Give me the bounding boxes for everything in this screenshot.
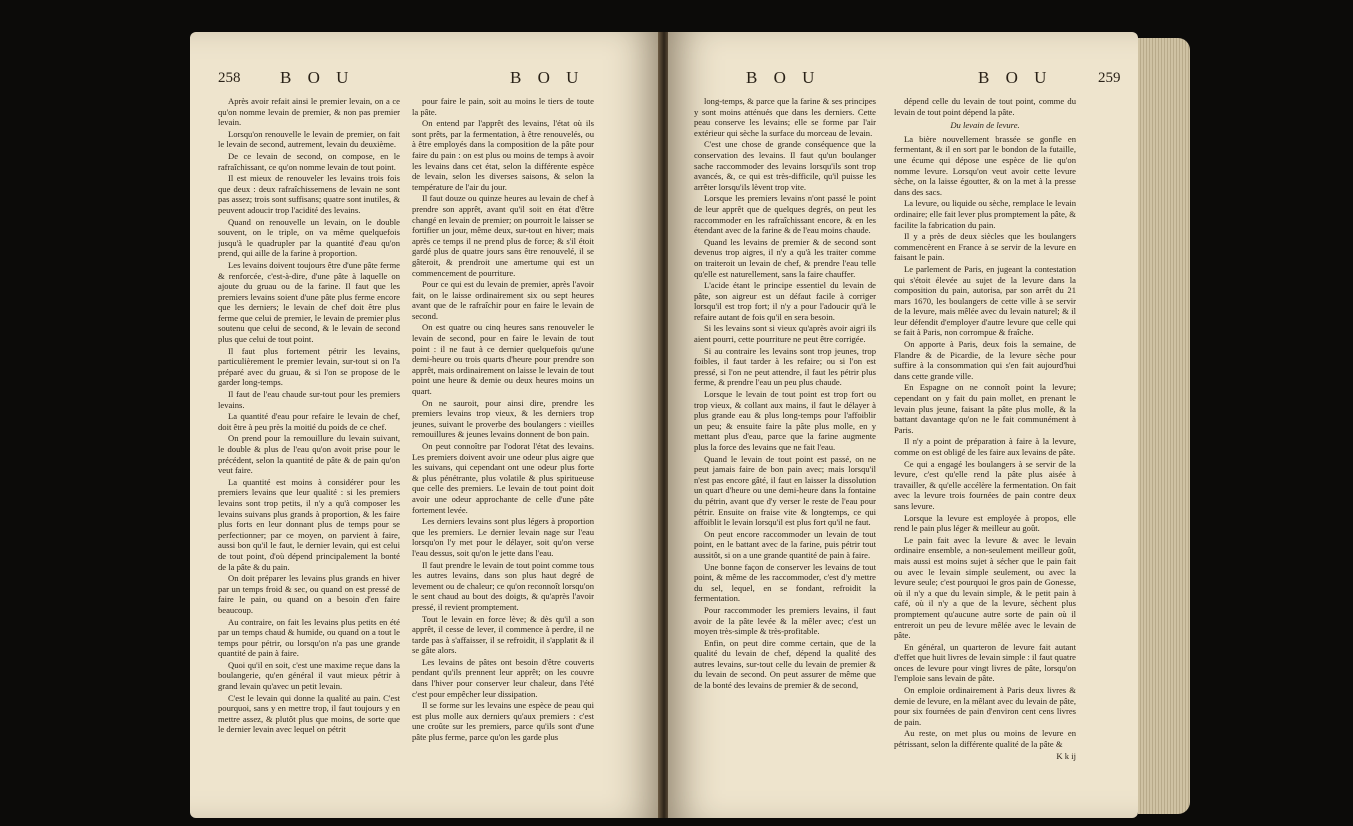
paragraph: Quand les levains de premier & de second sont devenus trop aigres, il n'y a qu'à les traiter comme on traiteroit un levain de chef, & prendre l'eau telle qu'elle est naturellement, sans la faire chauffer. [694,236,876,279]
paragraph: Après avoir refait ainsi le premier levain, on a ce qu'on nomme levain de premier, & non pas premier levain. [218,96,400,128]
paragraph: Il faut plus fortement pétrir les levains, particulièrement le premier levain, sur-tout si on l'a préparé avec du gruau, & si l'on se propose de le garder long-temps. [218,345,400,388]
paragraph: Lorsque la levure est employée à propos, elle rend le pain plus léger & meilleur au goût. [894,512,1076,534]
paragraph: Il faut de l'eau chaude sur-tout pour les premiers levains. [218,389,400,410]
paragraph: Il y a près de deux siècles que les boulangers commencèrent en France à se servir de la levure en faisant le pain. [894,231,1076,263]
paragraph: Lorsque le levain de tout point est trop fort ou trop vieux, & collant aux mains, il faut le délayer à plus grande eau & plus long-temps pour l'affoiblir un peu; & ensuite faire la pâte plus molle, en y mettant plus d'eau, parce que la farine augmente plus la force des levains que ne fait l'eau. [694,389,876,452]
left-page [190,32,660,818]
paragraph: C'est une chose de grande conséquence que la conservation des levains. Il faut qu'un boulanger sache raccommoder des levains lorsqu'ils sont trop avancés, &, ce qui est très-difficile, qu'il puisse les arrêter lorsqu'ils lèvent trop vite. [694,139,876,192]
paragraph: Au contraire, on fait les levains plus petits en été par un temps chaud & humide, ou quand on a tout le temps pour pétrir, ou lorsqu'on n'a pas une grande quantité de pain à faire. [218,616,400,659]
running-head: B O U [280,68,355,87]
text-column [694,96,876,798]
text-column [894,96,1076,798]
paragraph: Il est mieux de renouveler les levains trois fois que deux : deux rafraîchissemens de levain ne sont pas assez; trois sont suffisans; quatre sont inutiles, & peuvent adoucir trop l'acidité des levains. [218,173,400,215]
paragraph: Enfin, on peut dire comme certain, que de la qualité du levain de chef, dépend la qualité des autres levains, sur-tout celle du levain de premier & du levain de second. On peut assurer de même que de la bonté des levains de premier & de second, [694,637,876,691]
paragraph: C'est le levain qui donne la qualité au pain. C'est pourquoi, sans y en mettre trop, il faut toujours y en mettre assez, & plutôt plus que moins, de sorte que le dernier levain avec lequel on pétrit [218,692,400,735]
paragraph: On emploie ordinairement à Paris deux livres & demie de levure, en la mêlant avec du levain de pâte, pour six fournées de pain d'environ cent cens livres de pain. [894,685,1076,727]
paragraph: Au reste, on met plus ou moins de levure en pétrissant, selon la différente qualité de la pâte & [894,728,1076,750]
paragraph: La bière nouvellement brassée se gonfle en fermentant, & il en sort par le bondon de la futaille, une écume qui dépose une espèce de lie qu'on nomme levure. Lorsqu'on veut avoir cette levure sèche, on la laisse égoutter, & on la met à la presse dans des sacs. [894,133,1076,197]
paragraph: Ce qui a engagé les boulangers à se servir de la levure, c'est qu'elle rend la pâte plus aisée à travailler, & qu'elle accélère la fermentation. On fait avec la levure trois fournées de pain contre deux sans levure. [894,458,1076,511]
paragraph: Il se forme sur les levains une espèce de peau qui est plus molle aux derniers qu'aux premiers : c'est une croûte sur les premiers, parce qu'ils sont d'une pâte plus ferme, parce qu'on les garde plus [412,700,594,743]
running-head: B O U [978,68,1053,87]
paragraph: Il faut prendre le levain de tout point comme tous les autres levains, dans son plus haut degré de levement ou de chaleur; ce qu'on reconnoît lorsqu'on le sent chaud au bout des doigts, & qu'après l'avoir pressé, il revient promptement. [412,559,594,612]
paragraph: On apporte à Paris, deux fois la semaine, de Flandre & de Picardie, de la levure sèche pour suffire à la consommation qui s'en fait aujourd'hui dans cette grande ville. [894,339,1076,381]
paragraph: Quoi qu'il en soit, c'est une maxime reçue dans la boulangerie, qu'en général il vaut mieux pétrir à grand levain qu'avec un petit levain. [218,659,400,692]
page-edges [1138,38,1190,814]
running-head: B O U [746,68,821,87]
paragraph: Une bonne façon de conserver les levains de tout point, & même de les raccommoder, c'est d'y mettre du sel, lequel, en se fondant, refroidit la fermentation. [694,561,876,604]
paragraph: Du levain de levure. [950,120,1020,131]
paragraph: Les levains doivent toujours être d'une pâte ferme & renforcée, c'est-à-dire, d'une pâte à laquelle on ajoute du gruau ou de la farine. Il faut que les premiers levains soient d'une pâte plus ferme encore que les derniers; le levain de chef doit être plus ferme que celui de premier, le levain de premier plus soutenu que celui de second, & le levain de second plus que celui de tout point. [218,259,400,345]
text-column [412,96,594,798]
paragraph: Lorsque les premiers levains n'ont passé le point de leur apprêt que de quelques degrés, on peut les raccommoder en les rafraîchissant encore, & en les étendant avec de la farine & de l'eau moins chaude. [694,193,876,236]
paragraph: Pour ce qui est du levain de premier, après l'avoir fait, on le laisse ordinairement six ou sept heures avant que de le rafraîchir pour en faire le levain de second. [412,279,594,321]
paragraph: On entend par l'apprêt des levains, l'état où ils sont prêts, par la fermentation, à être renouvelés, ou à être employés dans la composition de la pâte pour faire du pain : on est plus ou moins de temps à avoir les levains dans cet état, selon la différente espèce de levain, selon les diverses saisons, & selon la température de l'air du jour. [412,118,594,192]
paragraph: long-temps, & parce que la farine & ses principes y sont moins atténués que dans les derniers. Cette peau conserve les levains; elle se forme par l'air extérieur qui sèche la surface du morceau de levain. [694,96,876,138]
paragraph: Il n'y a point de préparation à faire à la levure, comme on est obligé de les faire aux levains de pâte. [894,436,1076,457]
paragraph: Le pain fait avec la levure & avec le levain ordinaire ensemble, a non-seulement meilleur goût, mais aussi est moins sujet à sécher que le pain fait ou avec le levain simple seulement, ou avec la levure seule; c'est pourquoi le gros pain de Gonesse, où il n'y a que du levain simple, & le petit pain à café, où il n'y a que de la levure, sèchent plus promptement qu'aucune autre sorte de pain où il entreroit un peu de levure mêlée avec le levain de pâte. [894,534,1076,641]
paragraph: On peut connoître par l'odorat l'état des levains. Les premiers doivent avoir une odeur plus aigre que les suivans, qui cependant ont une odeur plus forte & plus pénétrante, plus volatile & plus spiritueuse que celle des premiers. Le levain de tout point doit avoir une odeur approchante de celle d'une pâte fortement levée. [412,441,594,515]
page-number: 259 [1098,70,1121,86]
paragraph: La quantité est moins à considérer pour les premiers levains que leur qualité : si les premiers levains sont trop petits, il n'y a qu'à composer les levains suivans plus grands à proportion, & les faire plus forts en leur donnant plus de temps pour se perfectionner; par ce moyen, on parvient à faire, aussi bon qu'il le faut, le dernier levain, qui est celui de tout point, d'où dépend principalement la bonté de la pâte & du pain. [218,476,400,572]
paragraph: L'acide étant le principe essentiel du levain de pâte, son aigreur est un défaut facile à corriger lorsqu'il est trop fort; il n'y a pour l'adoucir qu'à le refaire autant de fois qu'il en sera besoin. [694,280,876,322]
paragraph: Quand on renouvelle un levain, on le double souvent, on le triple, on va même quelquefois jusqu'à le quadrupler par la quantité d'eau qu'on prend, qui aille de la farine à proportion. [218,216,400,259]
paragraph: On doit préparer les levains plus grands en hiver par un temps froid & sec, ou quand on est pressé de faire le pain, ou quand on a besoin d'en faire beaucoup. [218,573,400,615]
paragraph: En Espagne on ne connoît point la levure; cependant on y fait du pain mollet, en prenant le levain plus jeune, faisant la pâte plus molle, & la battant davantage qu'on ne le fait communément à Paris. [894,382,1076,435]
paragraph: Les levains de pâtes ont besoin d'être couverts pendant qu'ils prennent leur apprêt; on les couvre dans l'hiver pour conserver leur chaleur, dans l'été c'est pour empêcher leur dissipation. [412,656,594,699]
paragraph: Il faut douze ou quinze heures au levain de chef à prendre son apprêt, avant qu'il soit en état d'être changé en levain de premier; on pourroit le laisser se fortifier un jour, même deux, sur-tout en hiver; mais après ce temps il ne prend plus de force; & s'il étoit gardé plus de quatre jours sans être renouvelé, il se gâteroit, & prendroit une amertume qui est un commencement de pourriture. [412,193,594,278]
paragraph: Les derniers levains sont plus légers à proportion que les premiers. Le dernier levain nage sur l'eau lorsqu'on l'y met pour le délayer, soit qu'on verse l'eau dessus, soit qu'on le jette dans l'eau. [412,516,594,558]
paragraph: pour faire le pain, soit au moins le tiers de toute la pâte. [412,96,594,117]
paragraph: En général, un quarteron de levure fait autant d'effet que huit livres de levain simple : il faut quatre onces de levure pour vingt livres de pâte, lorsqu'on l'emploie sans levain de pâte. [894,641,1076,684]
paragraph: De ce levain de second, on compose, en le rafraîchissant, ce qu'on nomme levain de tout point. [218,150,400,172]
paragraph: dépend celle du levain de tout point, comme du levain de tout point dépend la pâte. [894,96,1076,117]
text-column [218,96,400,798]
paragraph: Tout le levain en force lève; & dès qu'il a son apprêt, il cesse de lever, il commence à perdre, il ne tarde pas à s'affaisser, il se refroidit, il s'applatit & il se gâte alors. [412,613,594,656]
right-page [668,32,1138,818]
paragraph: Si au contraire les levains sont trop jeunes, trop foibles, il faut tarder à les refaire; ou si l'on est pressé, si l'on ne peut attendre, il faut les pétrir plus ferme, & prendre l'eau un peu plus chaude. [694,345,876,388]
paragraph: La quantité d'eau pour refaire le levain de chef, doit être à peu près la moitié du poids de ce chef. [218,411,400,432]
page-number: 258 [218,70,241,86]
paragraph: Le parlement de Paris, en jugeant la contestation qui s'étoit élevée au sujet de la levure dans la composition du pain, autorisa, par son arrêt du 21 mars 1670, les boulangers de cette ville à se servir de la levure, mais mêlée avec du levain naturel; & il leur défendit d'employer d'autre levure que celle qui se fait à Paris, non corrompue & fraîche. [894,263,1076,338]
paragraph: Lorsqu'on renouvelle le levain de premier, on fait le levain de second, autrement, levain du deuxième. [218,128,400,150]
open-book [190,32,1190,818]
paragraph: On est quatre ou cinq heures sans renouveler le levain de second, pour en faire le levain de tout point : il ne faut à ce dernier quelquefois qu'une demi-heure ou trois quarts d'heure pour prendre son apprêt, mais ordinairement on laisse le levain de tout point une heure & demie ou deux heures moins un quart. [412,322,594,397]
paragraph: On prend pour la remouillure du levain suivant, le double & plus de l'eau qu'on avoit prise pour le précédent, selon la quantité de pâte & de pain qu'on veut faire. [218,433,400,476]
left-page-header [190,68,660,90]
right-page-header [668,68,1138,90]
paragraph: Quand le levain de tout point est passé, on ne peut jamais faire de bon pain avec; mais lorsqu'il n'est pas encore gâté, il faut en laisser la dissolution un quart d'heure ou une demi-heure dans la fontaine du pétrin, avant que d'y verser le reste de l'eau pour pétrir. Ensuite on fraise vite & longtemps, ce qui affoiblit le levain lorsqu'il est plus fort qu'il ne faut. [694,453,876,528]
paragraph: Pour raccommoder les premiers levains, il faut avoir de la pâte levée & la mêler avec; c'est un moyen très-simple & très-profitable. [694,604,876,637]
running-head: B O U [510,68,585,87]
paragraph: Si les levains sont si vieux qu'après avoir aigri ils aient pourri, cette pourriture ne peut être corrigée. [694,323,876,345]
paragraph: On ne sauroit, pour ainsi dire, prendre les premiers levains trop vieux, & les derniers trop jeunes, suivant le proverbe des boulangers : vieilles remouillures & jeunes levains donnent de bon pain. [412,397,594,440]
paragraph: La levure, ou liquide ou sèche, remplace le levain ordinaire; elle fait lever plus promptement la pâte, & facilite la fabrication du pain. [894,198,1076,230]
paragraph: On peut encore raccommoder un levain de tout point, en le battant avec de la farine, puis pétrir tout aussitôt, si on a une grande quantité de pain à faire. [694,528,876,560]
paragraph: K k ij [1056,750,1076,761]
